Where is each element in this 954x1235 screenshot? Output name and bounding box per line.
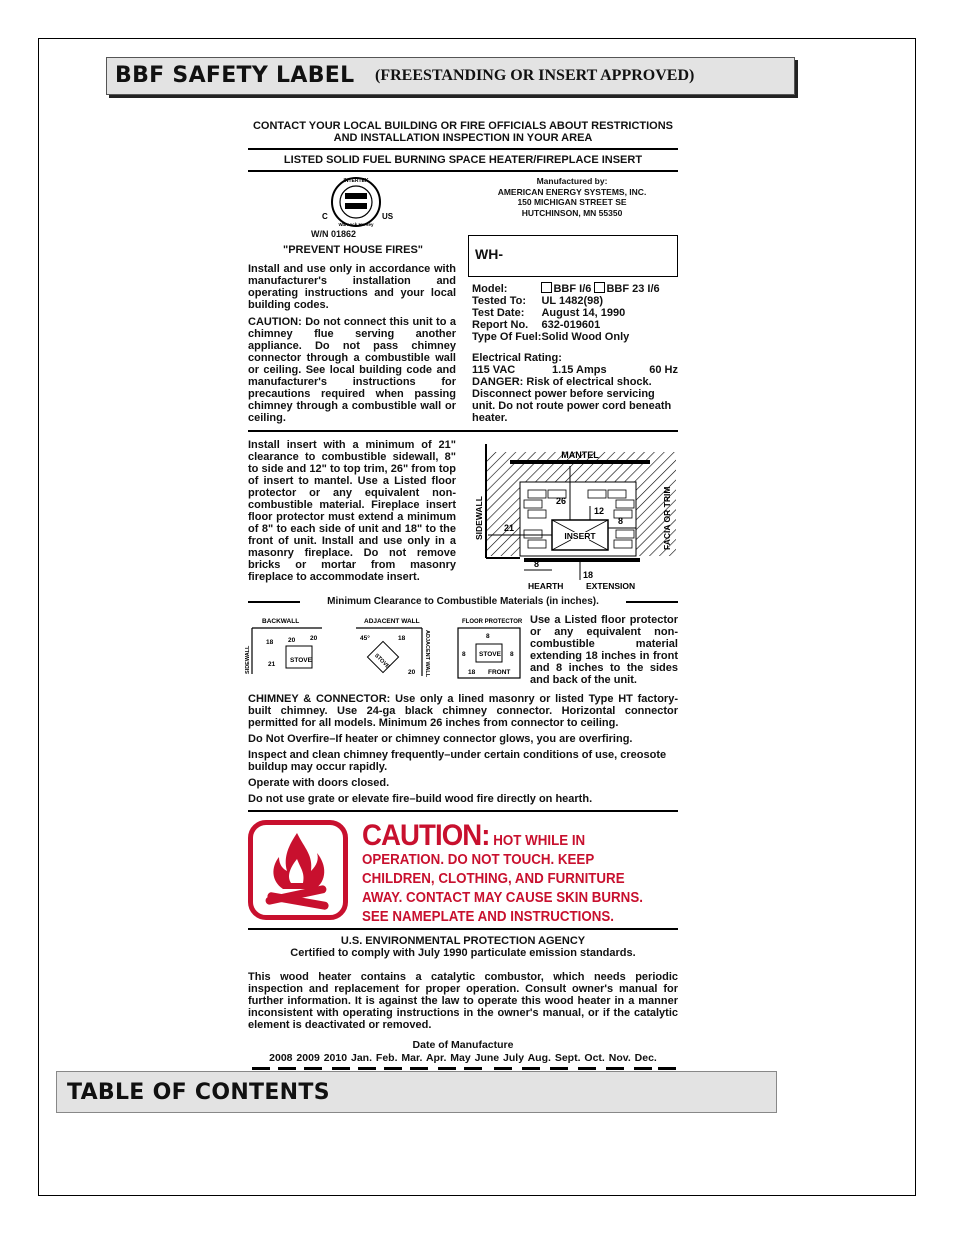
divider <box>248 928 678 930</box>
mini-a20: 20 <box>408 669 416 676</box>
listing-line: LISTED SOLID FUEL BURNING SPACE HEATER/FIREPLACE INSERT <box>283 154 643 166</box>
section-header-toc <box>56 1071 777 1113</box>
top-notice: CONTACT YOUR LOCAL BUILDING OR FIRE OFFICIALS ABOUT RESTRICTIONS AND INSTALLATION INSPECTION IN YOUR AREA <box>252 120 674 144</box>
mini-adjacent-side: ADJACENT WALL <box>424 630 430 678</box>
spec-table: Model: BBF I/6 BBF 23 I/6 Tested To: UL 1482(98) Test Date: August 14, 1990 Report No. 632-019601 Type Of Fuel: Solid Wood Only <box>472 282 660 343</box>
diagram-21: 21 <box>504 523 515 533</box>
divider <box>248 148 678 150</box>
caution-warning: CAUTION: HOT WHILE IN OPERATION. DO NOT TOUCH. KEEP CHILDREN, CLOTHING, AND FURNITURE AWAY. CONTACT MAY CAUSE SKIN BURNS. SEE NAMEPLATE AND INSTRUCTIONS. <box>362 819 643 925</box>
mini-b20a: 20 <box>288 637 296 644</box>
mini-backwall: BACKWALL <box>262 618 300 625</box>
diagram-extension: EXTENSION <box>586 581 636 591</box>
mini-stove-3: STOVE <box>479 651 501 658</box>
floor-protector-paragraph: Use a Listed floor protector or any equivalent non-combustible material extending 18 inches in front and 8 inches to the sides and back of the unit. <box>530 614 678 686</box>
diagram-12: 12 <box>594 506 605 516</box>
insert-paragraph: Install insert with a minimum of 21" clearance to combustible sidewall, 8" to side and 12" to top trim, 26" from top of insert to mantel. Use a Listed floor protector or any equivalent non-combustible material. Fireplace insert floor protector must extend a minimum of 8" to each side of unit and 18" to the front of unit. Install and use only in a masonry fireplace. Do not remove bricks or mortar from masonry fireplace to accommodate insert. <box>248 439 456 583</box>
diagram-8a: 8 <box>618 516 624 526</box>
catalytic-paragraph: This wood heater contains a catalytic combustor, which needs periodic inspection and replacement for proper operation. Consult owner's manual for further information. It is against the law to operate this wood heater in a manner inconsistent with operating instructions in the owner's manual, or if the catalytic element is deactivated or removed. <box>248 971 678 1031</box>
mini-f8a: 8 <box>486 633 490 640</box>
section-header-safety-label <box>106 57 795 95</box>
insert-clearance-diagram <box>468 440 680 591</box>
date-of-manufacture-values: 2008 2009 2010 Jan. Feb. Mar. Apr. May June July Aug. Sept. Oct. Nov. Dec. <box>269 1052 657 1064</box>
diagram-26: 26 <box>555 496 566 506</box>
checkbox-icon <box>594 282 605 293</box>
date-of-manufacture-title: Date of Manufacture <box>412 1039 514 1051</box>
mini-clearance-diagrams <box>245 616 528 684</box>
diagram-facia: FACIA OR TRIM <box>662 486 672 550</box>
diagram-insert: INSERT <box>564 531 596 541</box>
logo-c: C <box>322 212 328 221</box>
logo-ring-text: INTERTEK <box>343 178 369 184</box>
divider <box>248 810 678 812</box>
mini-b18: 18 <box>266 639 274 646</box>
mini-front: FRONT <box>488 669 511 676</box>
chimney-paragraph: CHIMNEY & CONNECTOR: Use only a lined masonry or listed Type HT factory-built chimney. Use 24-ga black chimney connector. Horizontal connector permitted for all models. Minimum 26 inches from connector to ceiling. <box>248 693 678 729</box>
checkbox-icon <box>541 282 552 293</box>
install-paragraph: Install and use only in accordance with manufacturer's installation and operating instructions and your local building codes. <box>248 263 456 311</box>
mini-f18: 18 <box>468 669 476 676</box>
wn-number: W/N 01862 <box>311 229 357 239</box>
divider <box>248 601 300 603</box>
mini-floorprot: FLOOR PROTECTOR <box>462 619 523 625</box>
section-title: BBF SAFETY LABEL <box>115 63 355 88</box>
toc-title: TABLE OF CONTENTS <box>67 1080 330 1105</box>
caution-paragraph: CAUTION: Do not connect this unit to a chimney flue serving another appliance. Do not pass chimney connector through a combustible wall or ceiling. See local building code and manufacturer's instructions for precautions required when passing chimney through a combustible wall or ceiling. <box>248 316 456 424</box>
prevent-house-fires: "PREVENT HOUSE FIRES" <box>282 244 423 256</box>
mini-stove: STOVE <box>290 657 312 664</box>
section-subtitle: (FREESTANDING OR INSERT APPROVED) <box>375 67 695 84</box>
mini-f8b: 8 <box>462 651 466 658</box>
inspect-line: Inspect and clean chimney frequently–under certain conditions of use, creosote buildup may occur rapidly. <box>248 749 667 773</box>
divider <box>626 601 678 603</box>
mini-b21: 21 <box>268 661 276 668</box>
epa-cert: Certified to comply with July 1990 particulate emission standards. <box>290 947 636 959</box>
intertek-logo-icon <box>298 174 418 236</box>
caution-fire-symbol <box>248 820 348 920</box>
diagram-8b: 8 <box>534 559 540 569</box>
diagram-18: 18 <box>583 570 594 580</box>
wh-serial-box: WH- <box>468 235 678 277</box>
divider <box>248 430 678 432</box>
grate-line: Do not use grate or elevate fire–build wood fire directly on hearth. <box>248 793 593 805</box>
mini-adjacent: ADJACENT WALL <box>364 618 420 625</box>
mini-a45: 45° <box>360 635 370 642</box>
safety-label <box>245 110 678 1070</box>
logo-ring-bottom: Warnock Hersey <box>338 222 374 227</box>
diagram-mantel: MANTEL <box>561 450 599 460</box>
mini-b20b: 20 <box>310 635 318 642</box>
min-clearance-title: Minimum Clearance to Combustible Materials (in inches). <box>327 596 599 607</box>
danger-text: DANGER: Risk of electrical shock. Disconnect power before servicing unit. Do not route power cord beneath heater. <box>472 376 672 424</box>
manufacturer-block: Manufactured by: AMERICAN ENERGY SYSTEMS, INC. 150 MICHIGAN STREET SE HUTCHINSON, MN 55350 <box>497 176 647 218</box>
mini-sidewall: SIDEWALL <box>245 645 251 674</box>
divider <box>248 170 678 172</box>
epa-title: U.S. ENVIRONMENTAL PROTECTION AGENCY <box>340 935 586 947</box>
mini-stove-2: STOVE <box>373 652 391 671</box>
logo-us: US <box>382 212 394 221</box>
fire-icon <box>253 825 343 915</box>
diagram-hearth: HEARTH <box>528 581 564 591</box>
diagram-sidewall: SIDEWALL <box>474 496 484 540</box>
overfire-line: Do Not Overfire–If heater or chimney connector glows, you are overfiring. <box>248 733 633 745</box>
electrical-block: Electrical Rating: 115 VAC 1.15 Amps 60 Hz DANGER: Risk of electrical shock. Disconnect power before servicing unit. Do not route power cord beneath heater. <box>472 352 678 424</box>
mini-f8c: 8 <box>510 651 514 658</box>
mini-a18: 18 <box>398 635 406 642</box>
doors-line: Operate with doors closed. <box>248 777 390 789</box>
